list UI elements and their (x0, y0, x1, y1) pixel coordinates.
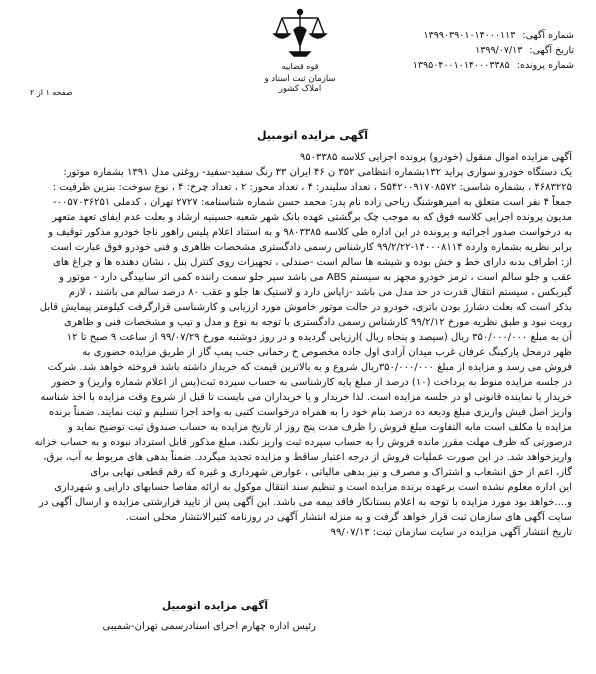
body-line: فروش می رسد و مزایده از مبلغ ۳۵۰/۰۰۰/۰۰۰ریال شروع و به بالاترین قیمت که خریدار داشته باشد فروخته خواهد شد. شرکت (47, 362, 572, 373)
emblem-caption-judiciary: قوه قضاییه (281, 62, 319, 71)
body-line: و....خواهد بود مورد مزایده با توجه به اعلام بستانکار فاقد بیمه می باشد. این آگهی پس از تایید فرارشتی مزایده و ارسال آگهی در (38, 497, 572, 508)
body-line: سایت آگهی های سازمان ثبت قرار خواهد گرفت و به منزله انتشار آگهی در روزنامه کثیرالانتشار محلی است. (125, 512, 572, 523)
emblem-icon (254, 6, 346, 62)
announcement-number-row (374, 28, 574, 43)
body-line: مزایده یا مکلف است مابه التفاوت مبلغ فروش را ظرف مدت پنج روز از تاریخ مزایده به حساب صندوق ثبت توضیح نماید و (68, 422, 572, 433)
notice-title: آگهی مزایده اتومبیل (256, 129, 368, 142)
notice-metadata (374, 28, 574, 73)
body-line: ظهر درمحل پارکینگ عرفان غرب میدان آزادی اول جاده مخصوص خ رحمانی جنب پمپ گاز از طریق مزایده حضوری به (82, 347, 572, 358)
notice-body (24, 150, 572, 540)
body-line: بذکر است که بعلت دشارژ بودن باتری، خودرو در حالت موتور خاموش مورد ارزیابی و کارشناسی قرارگرفت کیلومتر پیمایش قابل (39, 302, 572, 313)
body-line: این اداره معلوم نشده است برعهده برنده مزایده است و تنظیم سند انتقال موکول به ارائه مفاصا حسابهای دارایی و شهرداری (54, 482, 572, 493)
emblem-caption-organization: سازمان ثبت اسناد و املاک کشور (264, 74, 336, 94)
body-line: برابر نظریه بشماره وارده ۱۴۰۰۰۸۱۱۴-۹۹/۲/۲۲ کارشناس رسمی دادگستری مشخصات ظاهری و فنی خودرو فوق عبارت است (50, 242, 572, 253)
body-line: گاز، اعم از حق انشعاب و اشتراک و مصرف و نیز بدهی مالیاتی ، عوارض شهرداری و غیره که رقم قطعی نهایی برای (90, 467, 572, 478)
case-number-label: شماره پرونده: (516, 60, 574, 71)
body-line: از: اطراف بدنه دارای خط و خش بوده و شیشه ها سالم است -صندلی ، تجهیزات روی کنترل پنل ، نشان دهنده ها و چراغ های (53, 257, 572, 268)
signature-title: آگهی مزایده اتومبیل (162, 600, 268, 612)
body-line: واریز اصل فیش واریزی مبلغ ودیعه ده درصد بنام خود را به همراه درخواست کتبی به واحد اجرا تسلیم و ثبت نمایند. ضمناً برنده (48, 407, 572, 418)
body-line: در جلسه مزایده منوط به پرداخت (۱۰) درصد از مبلغ پایه کارشناسی به حساب سپرده ثبت(پس از اعلام شماره واریز) و حضور (51, 377, 572, 388)
announcement-date: ۱۳۹۹/۰۷/۱۳ (475, 45, 523, 56)
announcement-date-row (374, 43, 574, 58)
case-number-row (374, 58, 574, 73)
page-indicator: صفحه ۱ از ۲ (30, 88, 73, 97)
body-line: واریزخواهد شد. در این صورت عملیات فروش از درجه اعتبار ساقط و مزایده تجدید میگردد. ضمناً بدهی های مربوط به آب، برق، (43, 452, 572, 463)
body-line: رویت نبود و طبق نظریه مورخ ۹۹/۲/۱۲ کارشناس رسمی دادگستری با توجه به نوع و مدل و تیپ و مشخصات فنی و ظاهری (64, 317, 572, 328)
body-line: گیربکس ، سیستم انتقال قدرت در حد مدل می باشد -زاپاس دارد و لاستیک ها جلو و عقب ۸۰ درصد سالم می باشند ، لازم (68, 287, 572, 298)
body-line: آگهی مزایده اموال منقول (خودرو) پرونده اجرایی کلاسه ۹۵۰۳۳۸۵ (299, 152, 572, 163)
announcement-number: ۱۳۹۹۰۳۹۰۱۰۱۴۰۰۰۱۱۳ (423, 30, 516, 41)
body-line: عقب و جلو سالم است ، ترمز خودرو مجهز به سیستم ABS می باشد سپر جلو سمت راننده کمی اثر سابیدگی دارد - موتور و (59, 272, 572, 283)
announcement-date-label: تاریخ آگهی: (529, 45, 574, 56)
body-line: تاریخ انتشار آگهی مزایده در سایت سازمان ثبت: ۹۹/۰۷/۱۳ (330, 527, 572, 538)
body-line: ۴۶۸۳۲۲۵ ، بشماره شاسی: S۵۴۲۰۰۹۱۷۰۸۵۷۲ ، تعداد سلیندر: ۴ ، تعداد محور: ۲ ، تعداد چرخ: ۴ ، نوع سوخت: بنزین ظرفیت : (52, 182, 572, 193)
body-line: یک دستگاه خودرو سواری پراید ۱۳۲بشماره انتظامی ۳۵۲ ن ۴۶ ایران ۳۳ رنگ سفید-سفید- روغنی مدل ۱۳۹۱ بشماره موتور: (63, 167, 572, 178)
case-number: ۱۳۹۵۰۴۰۰۱۰۱۴۰۰۰۳۳۸۵ (412, 60, 510, 71)
body-line: خریدار یا نماینده قانونی او در جلسه مزایده است. لذا خریدار و یا خریداران می بایست تا قبل از شروع وقت مزایده با اخذ شناسه (40, 392, 572, 403)
body-line: جمعاً ۴ نفر است متعلق به امیرهوشنگ ریاحی زاده نام پدر: محمد حسن شماره شناسنامه: ۲۷۲۷ تهران ، کدملی ۰۰۵۷۰۳۶۲۵۱- (52, 197, 572, 208)
signature-line: رئیس اداره چهارم اجرای اسنادرسمی تهران-شمیبی (102, 621, 316, 632)
announcement-number-label: شماره آگهی: (522, 30, 574, 41)
judiciary-emblem (254, 6, 346, 94)
body-line: به درخواست صدور اجرائیه و پرونده در این اداره طی کلاسه ۹۸۰۳۳۸۵ و به استناد اعلام پلیس راهور ناجا خودرو مذکور توقیف و (48, 227, 572, 238)
body-line: مدیون پرونده اجرایی کلاسه فوق که به موجب چک برگشتی عهده بانک شهر شعبه حسینیه ارشاد و بعلت عدم ایفای تعهد متعهر (52, 212, 572, 223)
body-line: درصورتی که ظرف مهلت مقرر مانده فروش را به حساب سپرده ثبت واریز نکند، مبلغ مذکور قابل استرداد نبوده و به حساب خزانه (34, 437, 572, 448)
body-line: آن به مبلغ ۳۵۰/۰۰۰/۰۰۰ ریال (سیصد و پنجاه ریال )ارزیابی گردیده و در روز دوشنبه مورخ ۹۹/۰۷/۲۹ از ساعت ۹ صبح تا ۱۲ (66, 332, 572, 343)
